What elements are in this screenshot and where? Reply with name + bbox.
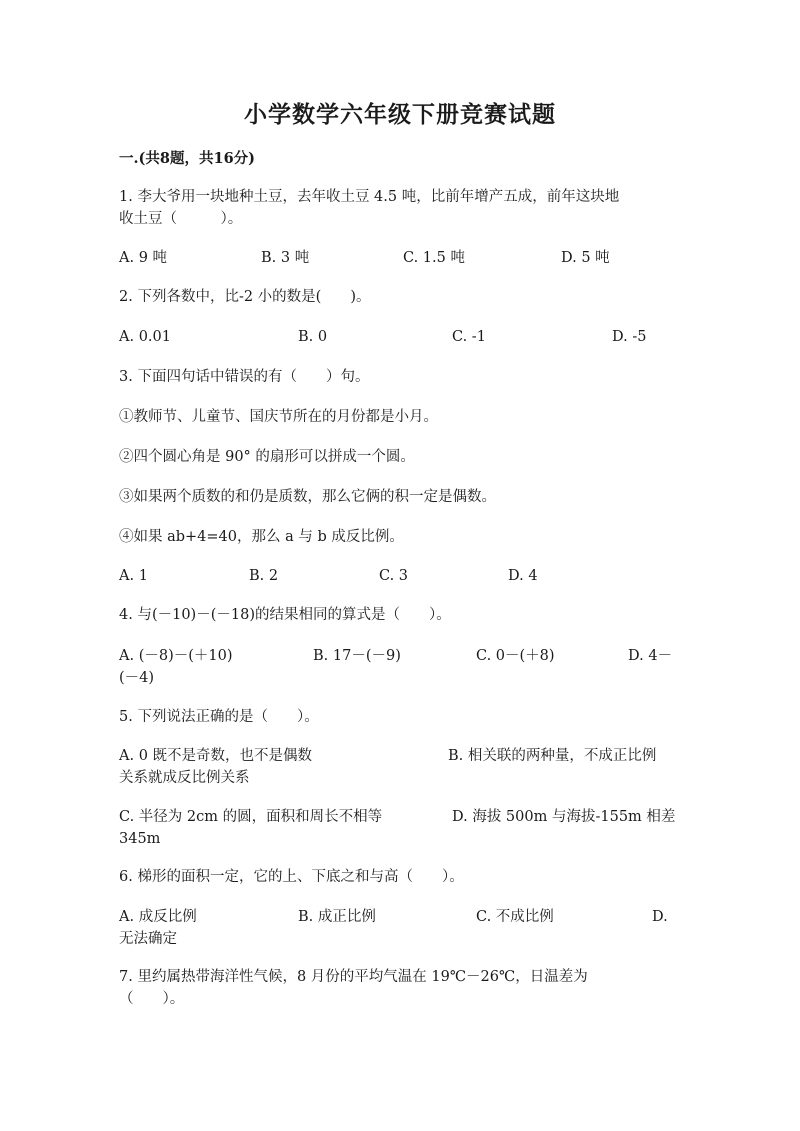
question-7-line-1: 7. 里约属热带海洋性气候，8 月份的平均气温在 19℃－26℃，日温差为 xyxy=(119,969,588,985)
section-heading: 一.(共8题，共16分) xyxy=(119,150,256,167)
question-1-line-1: 1. 李大爷用一块地种土豆，去年收土豆 4.5 吨，比前年增产五成，前年这块地 xyxy=(119,189,620,205)
q3-option-b: B. 2 xyxy=(249,568,279,584)
q3-statement-2: ②四个圆心角是 90° 的扇形可以拼成一个圆。 xyxy=(119,449,415,465)
q3-statement-1: ①教师节、儿童节、国庆节所在的月份都是小月。 xyxy=(119,409,438,425)
q1-option-a: A. 9 吨 xyxy=(119,250,168,266)
question-6: 6. 梯形的面积一定，它的上、下底之和与高（ ）。 xyxy=(119,869,464,885)
q5-option-d-continued: 345m xyxy=(119,831,161,847)
q3-statement-4: ④如果 ab+4=40，那么 a 与 b 成反比例。 xyxy=(119,529,404,545)
q5-option-d: D. 海拔 500m 与海拔-155m 相差 xyxy=(452,809,676,825)
q6-option-d-continued: 无法确定 xyxy=(119,931,177,947)
question-5: 5. 下列说法正确的是（ ）。 xyxy=(119,709,319,725)
q4-option-d: D. 4－ xyxy=(628,648,673,664)
question-2: 2. 下列各数中，比-2 小的数是( )。 xyxy=(119,289,371,305)
q1-option-d: D. 5 吨 xyxy=(561,250,610,266)
q4-option-d-continued: (－4) xyxy=(119,670,155,686)
q6-option-d: D. xyxy=(652,909,668,925)
q1-option-c: C. 1.5 吨 xyxy=(403,250,465,266)
q2-option-d: D. -5 xyxy=(612,329,647,345)
question-4: 4. 与(－10)－(－18)的结果相同的算式是（ ）。 xyxy=(119,607,451,623)
q2-option-a: A. 0.01 xyxy=(119,329,171,345)
q3-option-d: D. 4 xyxy=(508,568,538,584)
question-3: 3. 下面四句话中错误的有（ ）句。 xyxy=(119,369,370,385)
q4-option-c: C. 0－(＋8) xyxy=(476,648,555,664)
q6-option-b: B. 成正比例 xyxy=(298,909,376,925)
q6-option-a: A. 成反比例 xyxy=(119,909,197,925)
q5-option-c: C. 半径为 2cm 的圆，面积和周长不相等 xyxy=(119,809,383,825)
q4-option-a: A. (－8)－(＋10) xyxy=(119,648,233,664)
q5-option-b: B. 相关联的两种量，不成正比例 xyxy=(448,748,657,764)
q5-option-b-continued: 关系就成反比例关系 xyxy=(119,770,250,786)
q4-option-b: B. 17－(－9) xyxy=(313,648,401,664)
q5-option-a: A. 0 既不是奇数，也不是偶数 xyxy=(119,748,313,764)
question-7-line-2: （ ）。 xyxy=(119,991,185,1007)
q2-option-c: C. -1 xyxy=(452,329,486,345)
q3-statement-3: ③如果两个质数的和仍是质数，那么它俩的积一定是偶数。 xyxy=(119,489,496,505)
q2-option-b: B. 0 xyxy=(298,329,328,345)
q1-option-b: B. 3 吨 xyxy=(261,250,310,266)
q6-option-c: C. 不成比例 xyxy=(476,909,554,925)
q3-option-a: A. 1 xyxy=(119,568,148,584)
page-title: 小学数学六年级下册竞赛试题 xyxy=(244,101,556,128)
q3-option-c: C. 3 xyxy=(379,568,409,584)
question-1-line-2: 收土豆（ ）。 xyxy=(119,211,243,227)
